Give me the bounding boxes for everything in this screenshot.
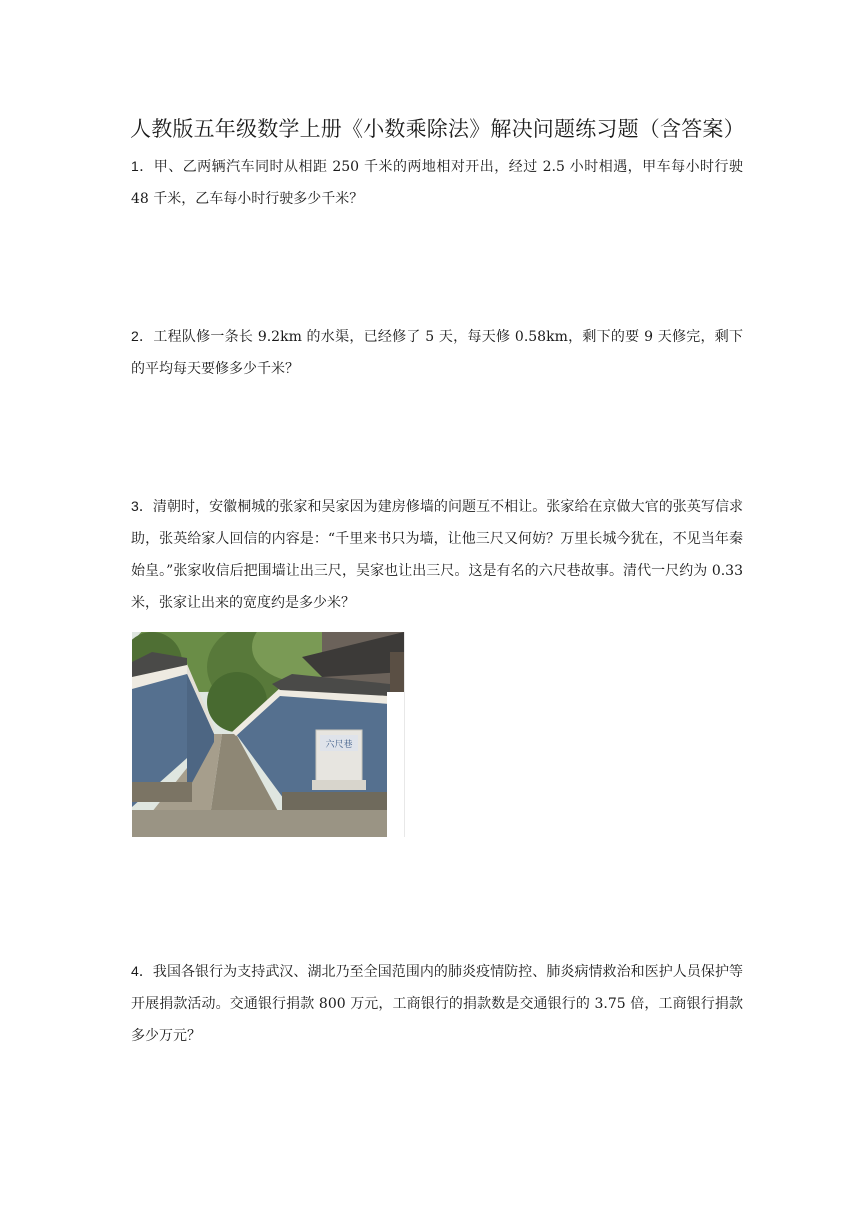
question-text: 甲、乙两辆汽车同时从相距 250 千米的两地相对开出，经过 2.5 小时相遇，甲车每小时行驶 48 千米，乙车每小时行驶多少千米？ xyxy=(131,159,743,207)
question-number: 3 xyxy=(131,498,139,514)
plaque-text: 六尺巷 xyxy=(325,740,353,750)
page-title: 人教版五年级数学上册《小数乘除法》解决问题练习题（含答案） xyxy=(130,117,745,141)
question-4 xyxy=(131,955,743,1052)
question-text: 我国各银行为支持武汉、湖北乃至全国范围内的肺炎疫情防控、肺炎病情救治和医护人员保护等开展捐款活动。交通银行捐款 800 万元，工商银行的捐款数是交通银行的 3.75 倍，工商银行捐款多少万元？ xyxy=(131,964,744,1044)
question-text: 工程队修一条长 9.2km 的水渠，已经修了 5 天，每天修 0.58km，剩下的要 9 天修完，剩下的平均每天要修多少千米？ xyxy=(131,329,743,377)
question-separator: ． xyxy=(138,498,153,514)
six-chi-lane-photo xyxy=(132,632,405,837)
question-number: 4 xyxy=(131,963,139,979)
question-1 xyxy=(131,150,743,215)
question-number: 2 xyxy=(131,328,139,344)
question-number: 1 xyxy=(131,158,139,174)
question-separator: ． xyxy=(138,158,154,174)
question-3 xyxy=(131,490,743,619)
question-separator: ． xyxy=(138,328,154,344)
question-text: 清朝时，安徽桐城的张家和吴家因为建房修墙的问题互不相让。张家给在京做大官的张英写信求助，张英给家人回信的内容是：“千里来书只为墙，让他三尺又何妨？万里长城今犹在，不见当年秦始皇。”张家收信后把围墙让出三尺，吴家也让出三尺。这是有名的六尺巷故事。清代一尺约为 0.33 米，张家让出来的宽度约是多少米？ xyxy=(131,499,744,611)
plaque-stone xyxy=(312,730,366,790)
question-2 xyxy=(131,320,743,385)
question-separator: ． xyxy=(138,963,153,979)
